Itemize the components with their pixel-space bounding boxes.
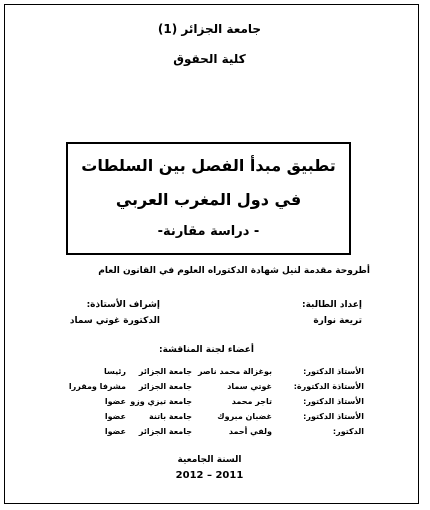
member-institution: جامعة تيزي وزو xyxy=(130,397,192,406)
member-role: رئيسا xyxy=(103,367,126,376)
member-institution: جامعة الجزائر xyxy=(138,427,192,436)
member-role: عضوا xyxy=(104,427,126,436)
academic-year-value: 2012 – 2011 xyxy=(175,470,244,481)
supervisor-name: الدكتورة غوتي سماد xyxy=(69,316,160,326)
title-box xyxy=(66,142,351,255)
prepared-label: إعداد الطالبة: xyxy=(302,300,362,310)
member-institution: جامعة الجزائر xyxy=(138,382,192,391)
student-name: تريعة نوارة xyxy=(313,316,362,326)
member-role: مشرفا ومقررا xyxy=(68,382,126,391)
member-institution: جامعة الجزائر xyxy=(138,367,192,376)
academic-year-label: السنة الجامعية xyxy=(177,455,242,465)
committee-heading: أعضاء لجنة المناقشة: xyxy=(158,345,254,355)
member-title: الدكتور: xyxy=(332,427,364,436)
thesis-note: أطروحة مقدمة لنيل شهادة الدكتوراه العلوم في القانون العام xyxy=(98,266,370,276)
member-name: تاجر محمد xyxy=(231,397,272,406)
member-title: الأستاذ الدكتور: xyxy=(303,397,364,406)
member-name: غوتي سماد xyxy=(227,382,272,391)
thesis-title-line3: - دراسة مقارنة- xyxy=(157,224,260,239)
university-name: جامعة الجزائر (1) xyxy=(157,22,262,36)
member-title: الأستاذ الدكتور: xyxy=(303,367,364,376)
member-name: بوغزالة محمد ناصر xyxy=(197,367,272,376)
member-title: الأستاذ الدكتور: xyxy=(303,412,364,421)
member-institution: جامعة باتنة xyxy=(148,412,192,421)
faculty-name: كلية الحقوق xyxy=(173,52,246,66)
member-title: الأستاذة الدكتورة: xyxy=(293,382,364,391)
member-name: ولفي أحمد xyxy=(228,427,272,436)
thesis-title-line2: في دول المغرب العربي xyxy=(115,190,302,209)
supervision-label: إشراف الأستاذة: xyxy=(86,300,160,310)
member-name: غضبان مبروك xyxy=(217,412,272,421)
member-role: عضوا xyxy=(104,412,126,421)
thesis-title-line1: تطبيق مبدأ الفصل بين السلطات xyxy=(81,156,336,175)
member-role: عضوا xyxy=(104,397,126,406)
